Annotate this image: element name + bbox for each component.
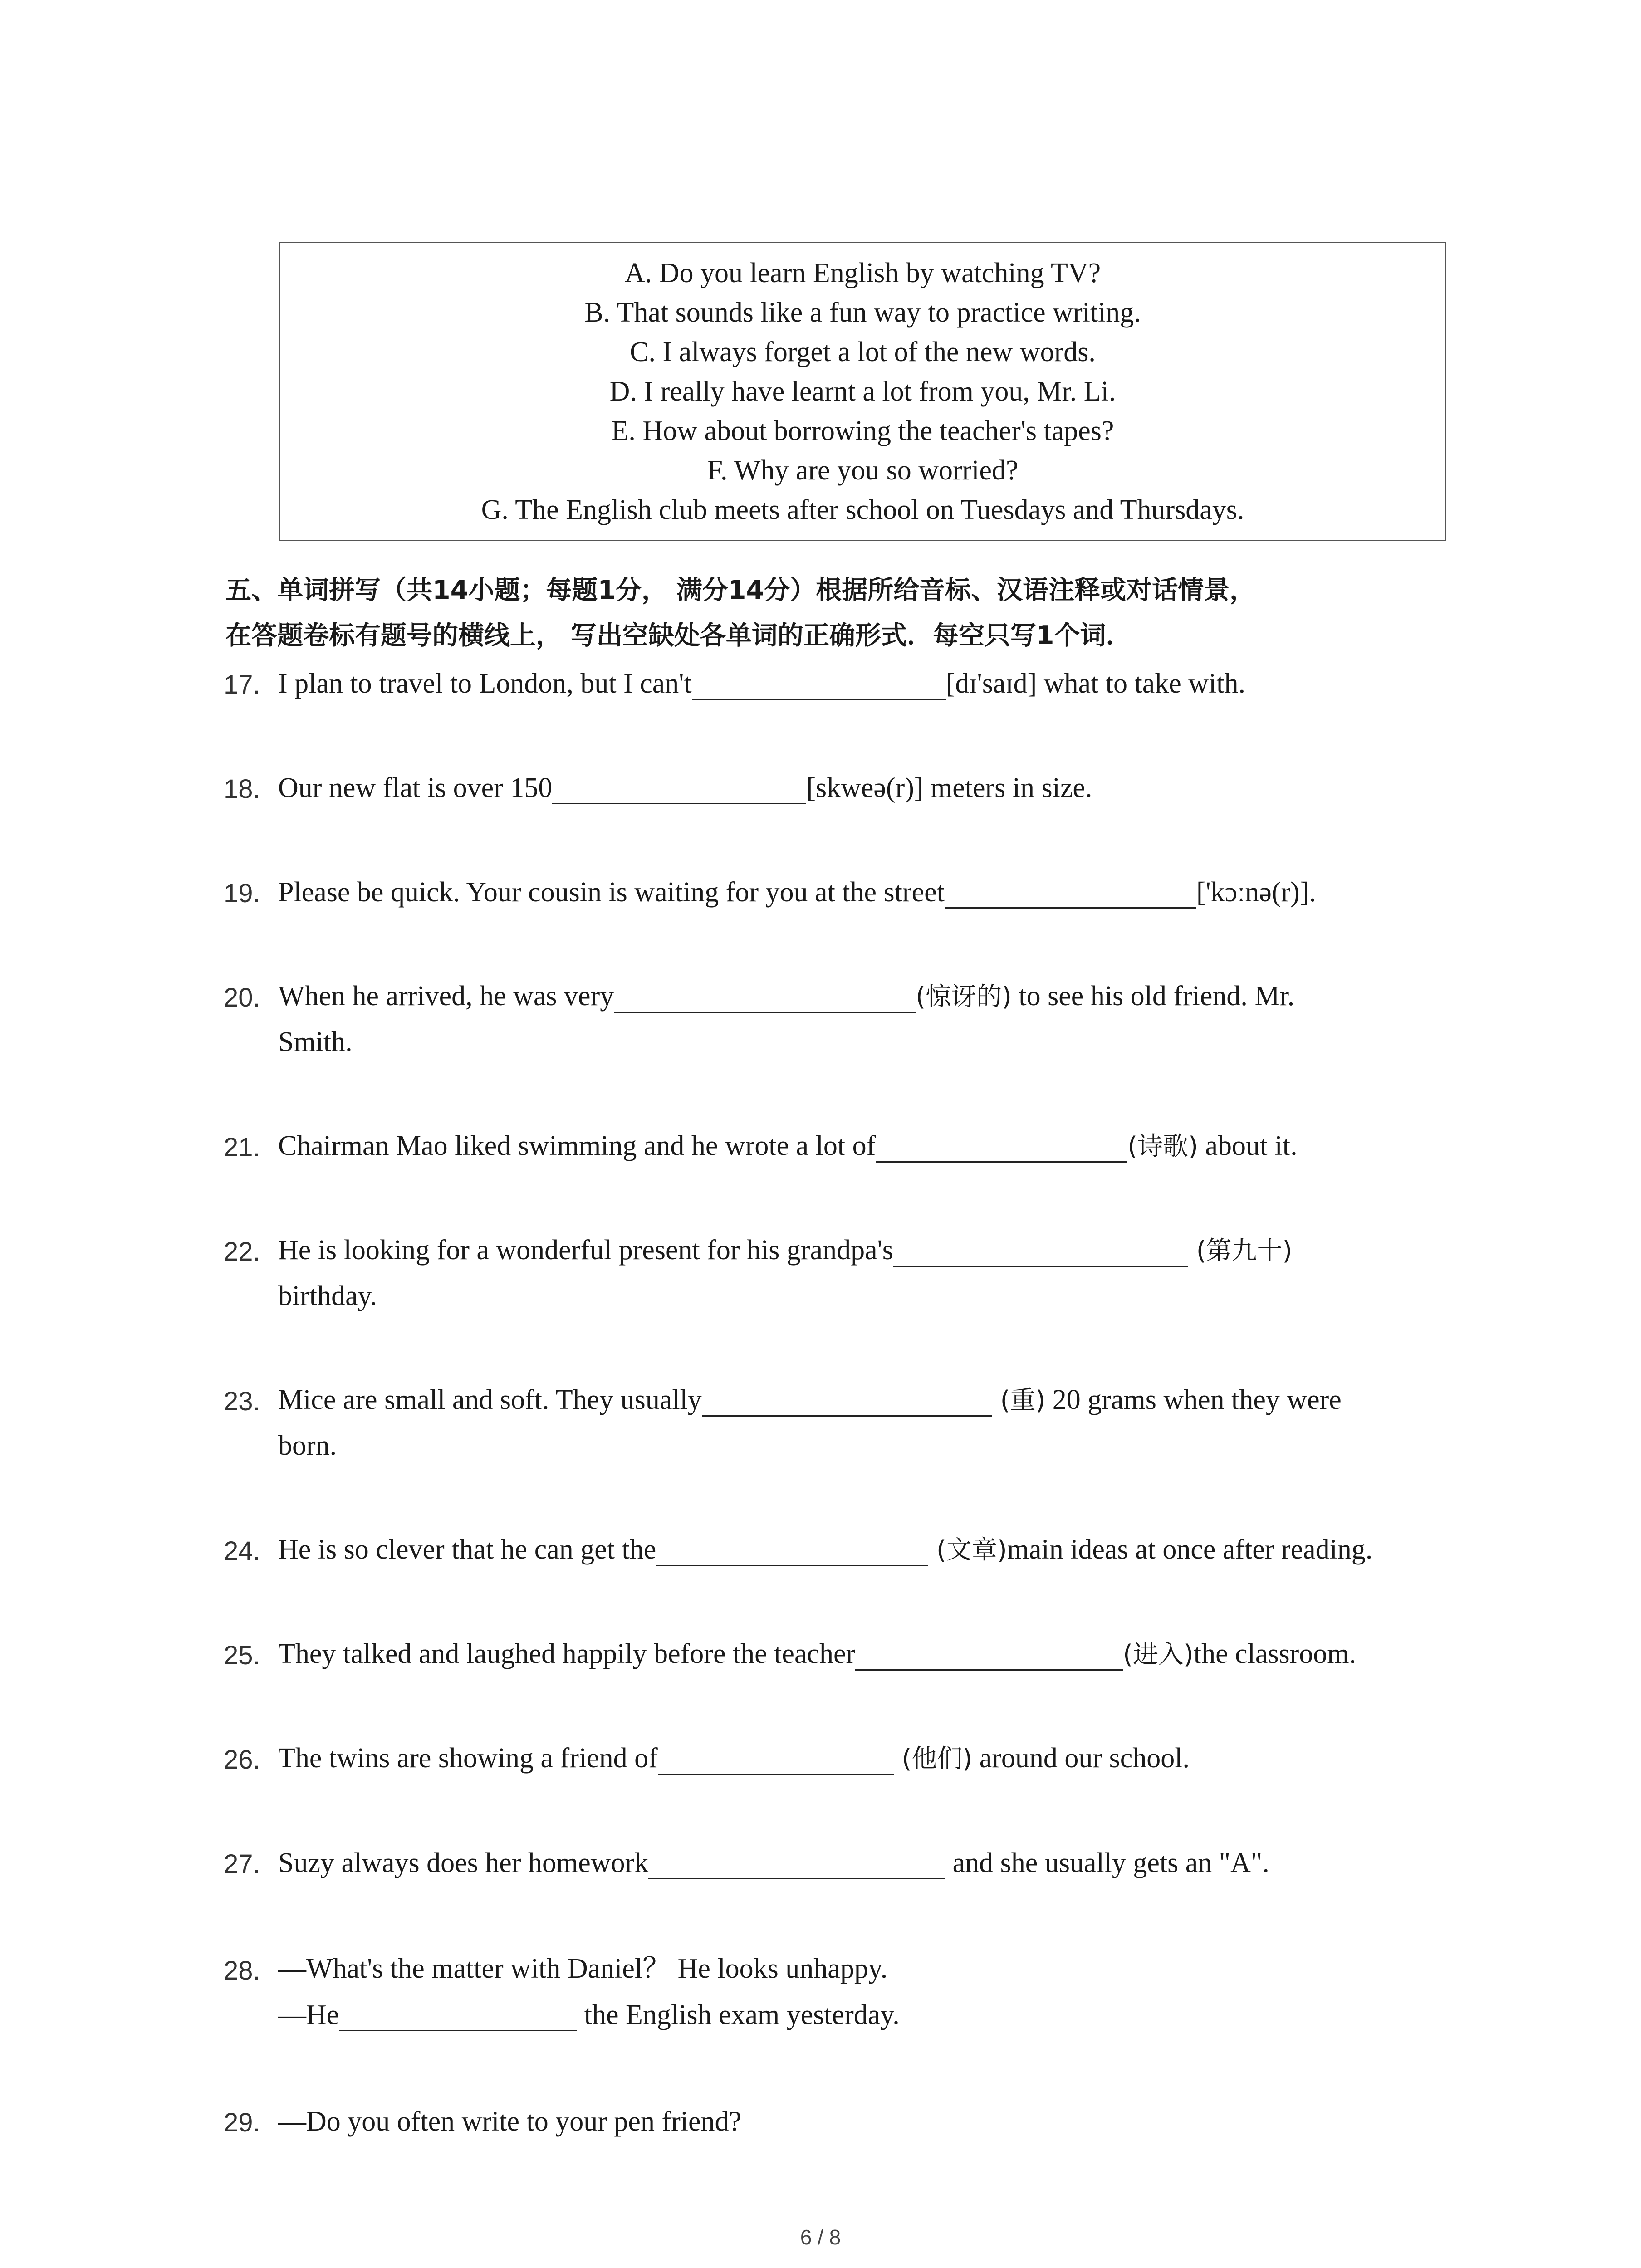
answer-blank[interactable]: [648, 1851, 945, 1879]
question-text-after: [skweə(r)] meters in size.: [806, 772, 1092, 803]
question-text-after: ['kɔːnə(r)].: [1196, 877, 1316, 908]
question-text: He is so clever that he can get the: [278, 1534, 656, 1565]
option-b: B. That sounds like a fun way to practice writing.: [584, 297, 1141, 328]
question-number: 25.: [224, 1641, 260, 1670]
page-number: 6 / 8: [800, 2225, 841, 2249]
question-19: [224, 873, 1471, 919]
question-number: 23.: [224, 1387, 260, 1416]
question-25: [224, 1635, 1471, 1681]
question-text-line2: born.: [278, 1430, 337, 1461]
options-box: [279, 242, 1446, 541]
chinese-hint: (重): [992, 1386, 1046, 1415]
question-number: 17.: [224, 670, 260, 699]
question-text: Mice are small and soft. They usually: [278, 1384, 702, 1415]
question-text: Suzy always does her homework: [278, 1848, 649, 1878]
question-text: Chairman Mao liked swimming and he wrote a lot of: [278, 1130, 876, 1161]
question-text-after: 20 grams when they were: [1045, 1384, 1342, 1415]
question-number: 22.: [224, 1237, 260, 1266]
question-number: 20.: [224, 983, 260, 1012]
question-22: [224, 1232, 1471, 1322]
option-c: C. I always forget a lot of the new words.: [630, 336, 1096, 367]
question-28: [224, 1944, 1471, 2041]
question-text: They talked and laughed happily before the teacher: [278, 1638, 856, 1669]
question-text-after: and she usually gets an "A".: [945, 1848, 1269, 1878]
answer-blank[interactable]: [552, 776, 806, 804]
question-number: 21.: [224, 1133, 260, 1162]
answer-blank[interactable]: [893, 1238, 1188, 1267]
question-text-after: to see his old friend. Mr.: [1011, 981, 1295, 1012]
dialogue-line2: —He: [278, 1999, 339, 2030]
question-text: Our new flat is over 150: [278, 772, 553, 803]
answer-blank[interactable]: [339, 2003, 577, 2031]
dialogue-line1: —Do you often write to your pen friend?: [278, 2106, 742, 2137]
answer-blank[interactable]: [658, 1746, 894, 1775]
question-18: [224, 769, 1471, 814]
question-20: [224, 978, 1471, 1068]
question-text-after: [dɪ'saɪd] what to take with.: [945, 668, 1245, 699]
question-text-line2: Smith.: [278, 1026, 353, 1057]
option-f: F. Why are you so worried?: [707, 455, 1019, 486]
section-title-line1: 五、单词拼写（共14小题；每题1分， 满分14分）根据所给音标、汉语注释或对话情景，: [225, 575, 1256, 605]
answer-blank[interactable]: [614, 984, 916, 1013]
dialogue-line1: —What's the matter with Daniel？ He looks unhappy.: [278, 1953, 888, 1984]
question-text: When he arrived, he was very: [278, 981, 614, 1012]
chinese-hint: (惊讶的): [916, 982, 1012, 1012]
option-d: D. I really have learnt a lot from you, Mr. Li.: [609, 376, 1116, 407]
question-number: 27.: [224, 1849, 260, 1879]
question-text: I plan to travel to London, but I can't: [278, 668, 692, 699]
chinese-hint: (文章): [928, 1535, 1007, 1565]
question-24: [224, 1531, 1471, 1576]
question-number: 28.: [224, 1956, 260, 1985]
answer-blank[interactable]: [855, 1642, 1123, 1671]
answer-blank[interactable]: [876, 1134, 1127, 1163]
question-23: [224, 1381, 1471, 1472]
question-text-after: about it.: [1198, 1130, 1298, 1161]
question-text: The twins are showing a friend of: [278, 1743, 658, 1774]
question-text: Please be quick. Your cousin is waiting for you at the street: [278, 877, 945, 908]
question-17: [224, 665, 1471, 710]
question-number: 29.: [224, 2108, 260, 2137]
question-text-after: around our school.: [972, 1743, 1190, 1774]
chinese-hint: (进入): [1123, 1640, 1194, 1669]
answer-blank[interactable]: [656, 1538, 928, 1566]
option-a: A. Do you learn English by watching TV?: [624, 257, 1101, 288]
question-text: He is looking for a wonderful present for his grandpa's: [278, 1235, 893, 1266]
dialogue-line2-after: the English exam yesterday.: [577, 1999, 900, 2030]
chinese-hint: (第九十): [1188, 1236, 1293, 1266]
question-26: [224, 1740, 1471, 1785]
question-text-line2: birthday.: [278, 1281, 377, 1311]
answer-blank[interactable]: [702, 1388, 992, 1417]
option-e: E. How about borrowing the teacher's tapes?: [611, 415, 1114, 446]
answer-blank[interactable]: [692, 671, 946, 700]
option-g: G. The English club meets after school on Tuesdays and Thursdays.: [481, 494, 1244, 525]
chinese-hint: (他们): [893, 1744, 973, 1774]
question-number: 26.: [224, 1745, 260, 1774]
section-title-line2: 在答题卷标有题号的横线上， 写出空缺处各单词的正确形式．每空只写1个词．: [225, 621, 1132, 650]
question-29: [224, 2102, 1471, 2148]
question-27: [224, 1844, 1471, 1889]
answer-blank[interactable]: [945, 880, 1196, 909]
question-number: 18.: [224, 774, 260, 804]
question-number: 24.: [224, 1536, 260, 1566]
question-text-after: main ideas at once after reading.: [1007, 1534, 1373, 1565]
question-21: [224, 1127, 1471, 1173]
question-text-after: the classroom.: [1193, 1638, 1356, 1669]
question-number: 19.: [224, 879, 260, 908]
chinese-hint: (诗歌): [1127, 1132, 1198, 1161]
